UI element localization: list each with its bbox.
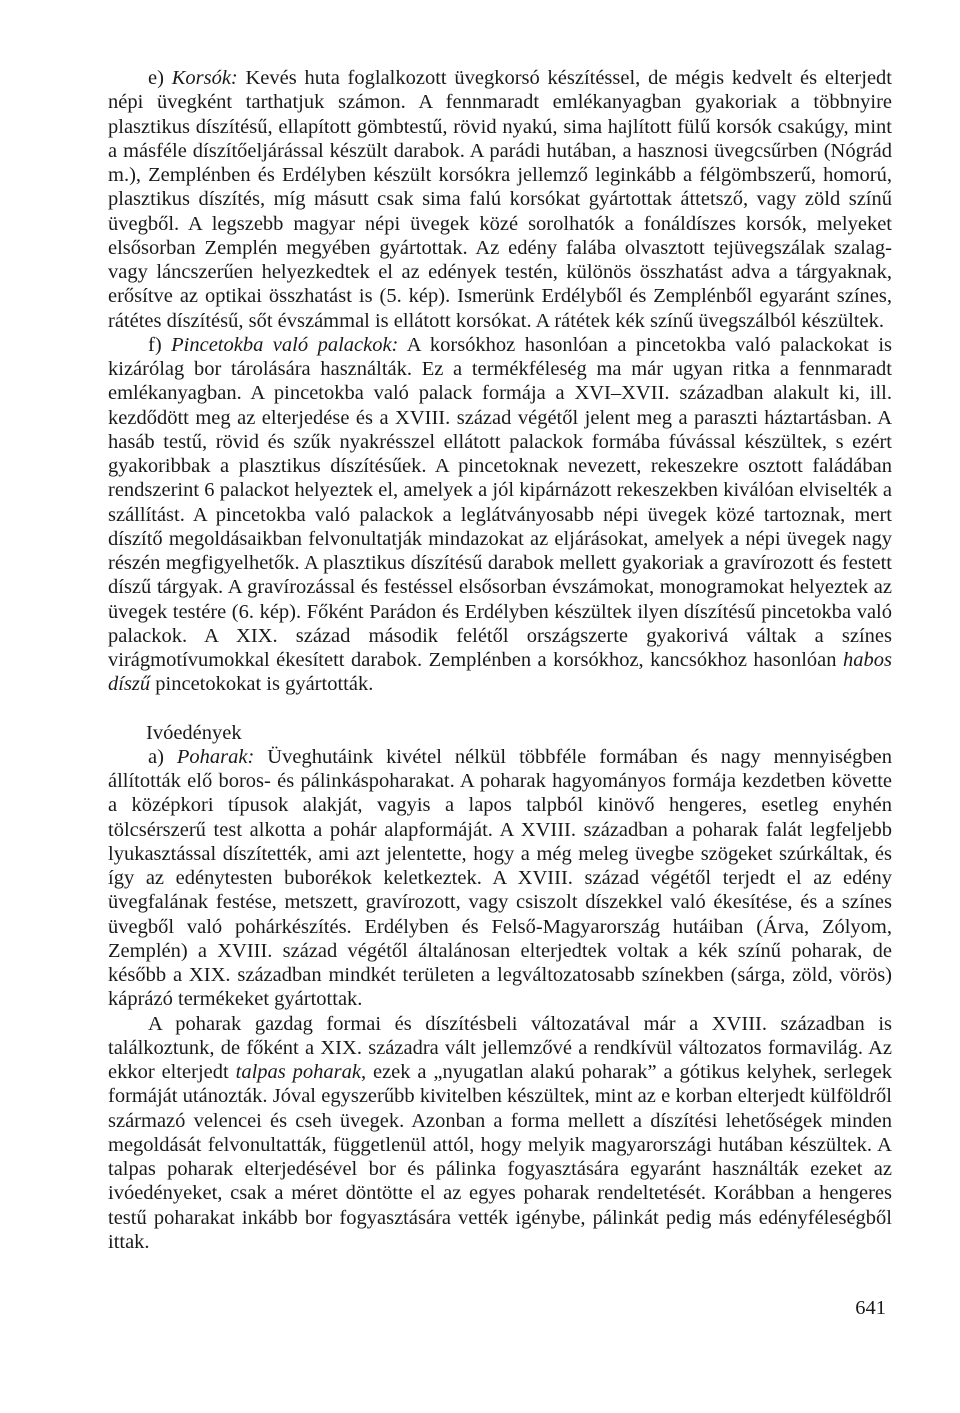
paragraph-text: A korsókhoz hasonlóan a pincetokba való palackokat is kizárólag bor tárolására használták. Ez a termékféleség ma már ugyan ritka a fennmaradt emlékanyagban. A pincetokba való palack formája a XVI–XVII. században alakult ki, ill. kezdődött meg az elterjedése és a XVIII. század végétől jelent meg a paraszti háztartásban. A hasáb testű, rövid és szűk nyakrésszel ellátott palackok formába fúvással készültek, s ezért gyakoribbak a plasztikus díszítésűek. A pincetoknak nevezett, rekeszekre osztott faládában rendszerint 6 palackot helyeztek el, amelyek a jól kipárnázott rekeszekben kiválóan elviselték a szállítást. A pincetokba való palackok a leglátványosabb népi üvegek közé tartoznak, mert díszítő megoldásaikban felvonultatják mindazokat az eljárásokat, amelyek a népi üvegek nagy részén megfigyelhetők. A plasztikus díszítésű darabok mellett gyakoriak a gravírozott és festett díszű tárgyak. A gravírozással és festéssel elsősorban évszámokat, monogramokat helyeztek az üvegek testére (6. kép). Főként Parádon és Erdélyben készültek ilyen díszítésű pincetokba való palackok. A XIX. század második felétől országszerte gyakorivá váltak a színes virágmotívumokkal ékesített darabok. Zemplénben a korsókhoz, kancsókhoz hasonlóan: [108, 333, 892, 671]
page-number: 641: [855, 1297, 886, 1319]
item-label: a): [148, 745, 177, 768]
paragraph-text: Kevés huta foglalkozott üvegkorsó készítéssel, de mégis kedvelt és elterjedt népi üvegként tarthatjuk számon. A fennmaradt emlékanyagban gyakoriak a többnyire plasztikus díszítésű, ellapított gömbtestű, rövid nyakú, sima hajlított fülű korsók csakúgy, mint a másféle díszítőeljárással készült darabok. A parádi hutában, a hasznosi üvegcsűrben (Nógrád m.), Zemplénben és Erdélyben készült korsókra jellemző leginkább a félgömbszerű, homorú, plasztikus díszítés, míg másutt csak sima falú korsókat gyártottak áttetsző, vagy zöld színű üvegből. A legszebb magyar népi üvegek közé sorolhatók a fonáldíszes korsók, melyeket elsősorban Zemplén megyében gyártottak. Az edény falába olvasztott tejüvegszálak szalag- vagy láncszerűen helyezkedtek el az edények testén, különös összhatást adva a tárgyaknak, erősítve az optikai összhatást is (5. kép). Ismerünk Erdélyből és Zemplénből egyaránt színes, rátétes díszítésű, sőt évszámmal is ellátott korsókat. A rátétek kék színű üvegszálból készültek.: [108, 67, 892, 332]
paragraph-korsok: [108, 66, 892, 333]
paragraph-text: A poharak gazdag formai és díszítésbeli változatával már a XVIII. században is találkoztunk, de főként a XIX. századra vált jellemzővé a rendkívül változatos formavilág. Az ekkor elterjedt: [108, 1012, 892, 1083]
item-label: e): [148, 67, 172, 89]
emphasized-term: talpas poharak: [235, 1061, 361, 1083]
item-term: Poharak:: [176, 745, 255, 768]
paragraph-text: , ezek a „nyugatlan alakú poharak” a gótikus kelyhek, serlegek formáját utánozták. Jóval egyszerűbb kivitelben készültek, mint az e korban elterjedt külföldről származó velencei és cseh üvegek. Azonban a forma mellett a díszítési lehetőségek minden megoldását felvonultatták, függetlenül attól, hogy melyik magyarországi hutában készültek. A talpas poharak elterjedésével bor és pálinka fogyasztására egyaránt használták ezeket az ivóedényeket, csak a méret döntötte el az egyes poharak rendeltetését. Korábban a hengeres testű poharakat inkább bor fogyasztására vették igénybe, pálinkát pedig más edényféleségből ittak.: [108, 1061, 892, 1253]
paragraph-pincetokba: [108, 333, 892, 697]
item-term: Korsók:: [171, 67, 238, 89]
item-label: f): [148, 333, 172, 356]
page-body: [108, 66, 892, 1254]
emphasized-term: habos díszű: [108, 649, 892, 696]
paragraph-poharak: [108, 745, 892, 1012]
item-term: Pincetokba való palackok:: [171, 333, 399, 356]
paragraph-text: pincetokokat is gyártották.: [150, 673, 374, 696]
paragraph-text: Üveghutáink kivétel nélkül többféle formában és nagy mennyiségben állították elő boros- és pálinkáspoharakat. A poharak hagyományos formája kezdetben követte a középkori típusok alakját, vagyis a lapos talpból kinövő hengeres, esetleg enyhén tölcsérszerű test alkotta a pohár alapformáját. A XVIII. században a poharak falát legfeljebb lyukasztással díszítették, ami azt jelentette, hogy a még meleg üvegbe szögeket szúrkáltak, és így az edénytesten buborékok keletkeztek. A XVIII. század végétől terjedt el az edény üvegfalának festése, metszett, gravírozott, vagy csiszolt díszekkel való ékesítése, és a színes üvegből való pohárkészítés. Erdélyben és Felső-Magyarország hutáiban (Árva, Zólyom, Zemplén) a XVIII. század végétől általánosan elterjedtek voltak a kék színű poharak, de később a XIX. században mindkét területen a legváltozatosabb színekben (sárga, zöld, vörös) káprázó termékeket gyártottak.: [108, 745, 892, 1011]
section-heading: Ivóedények: [146, 721, 242, 744]
paragraph-talpas-poharak: [108, 1012, 892, 1255]
